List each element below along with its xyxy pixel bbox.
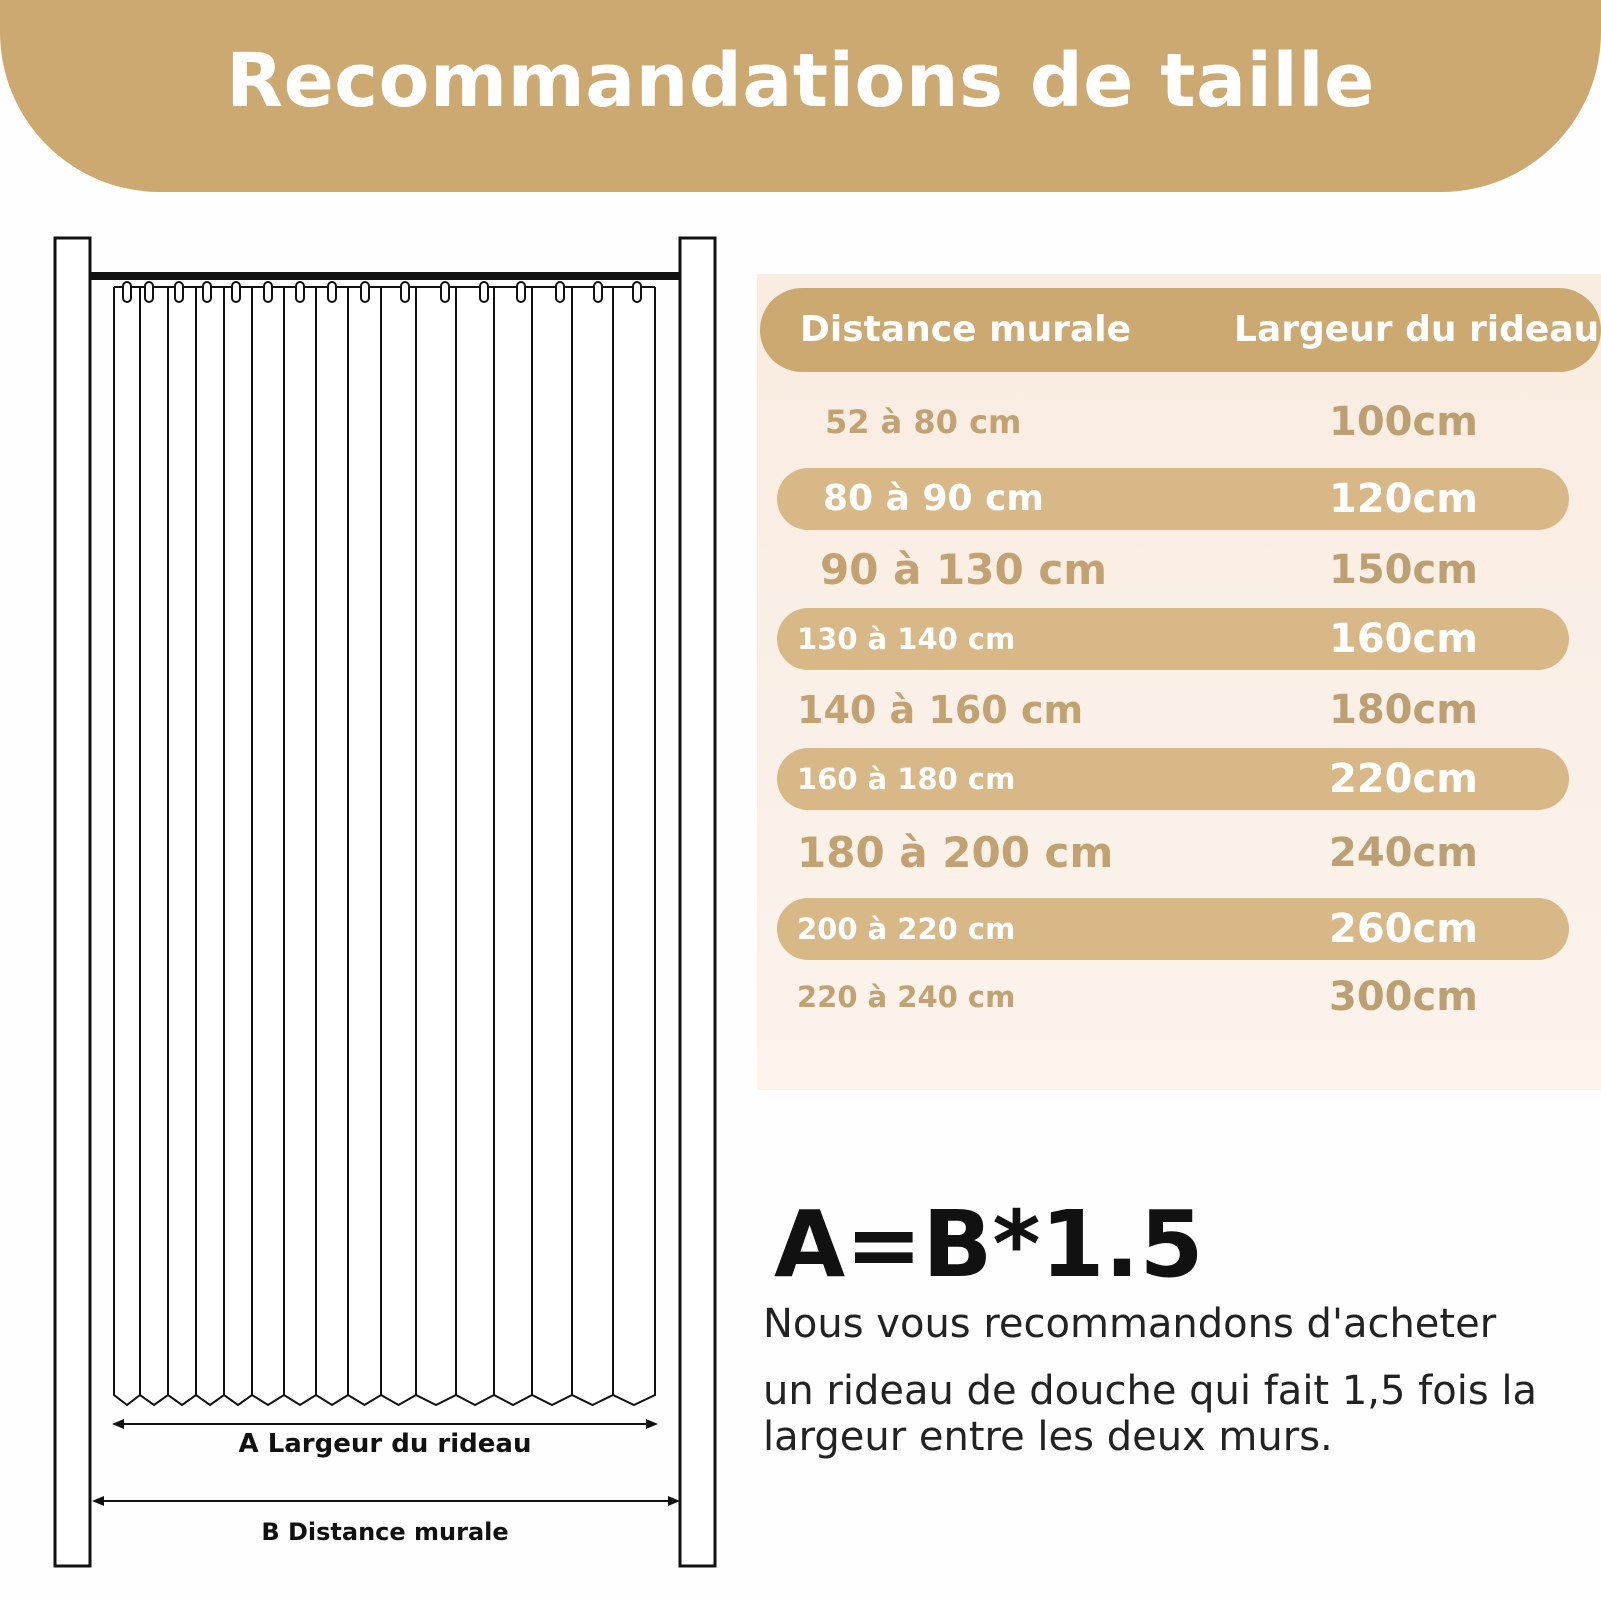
curtain-ring: [517, 282, 525, 302]
curtain-ring: [594, 282, 602, 302]
curtain-ring: [328, 282, 336, 302]
right-wall: [680, 238, 715, 1566]
width-cell: 180cm: [1329, 687, 1478, 733]
table-row: [777, 966, 1569, 1028]
curtain-ring: [633, 282, 641, 302]
distance-cell: 52 à 80 cm: [825, 403, 1022, 441]
description-line-1: Nous vous recommandons d'acheter: [763, 1301, 1497, 1347]
column-header-distance: Distance murale: [800, 309, 1132, 350]
curtain-ring: [361, 282, 369, 302]
curtain-ring: [203, 282, 211, 302]
description-line-2: un rideau de douche qui fait 1,5 fois la: [763, 1368, 1538, 1414]
table-header: [760, 288, 1601, 372]
width-cell: 150cm: [1329, 547, 1478, 593]
curtain-illustration: [114, 282, 655, 1405]
distance-cell: 140 à 160 cm: [797, 688, 1084, 732]
curtain-rod: [90, 272, 680, 280]
formula: A=B*1.5: [774, 1191, 1204, 1298]
curtain-ring: [401, 282, 409, 302]
width-cell: 160cm: [1329, 616, 1478, 662]
curtain-ring: [441, 282, 449, 302]
curtain-ring: [145, 282, 153, 302]
size-table: [757, 274, 1601, 1090]
table-row: [777, 898, 1569, 960]
width-cell: 240cm: [1329, 830, 1478, 876]
distance-cell: 160 à 180 cm: [797, 762, 1016, 796]
curtain-ring: [480, 282, 488, 302]
curtain-ring: [123, 282, 131, 302]
table-row: [777, 608, 1569, 670]
label-b: B Distance murale: [261, 1518, 509, 1546]
description-line-3: largeur entre les deux murs.: [763, 1414, 1333, 1460]
label-a: A Largeur du rideau: [238, 1429, 532, 1459]
width-cell: 260cm: [1329, 906, 1478, 952]
table-row: [777, 679, 1569, 741]
curtain-ring: [232, 282, 240, 302]
table-row: [777, 822, 1569, 884]
arrow-a: [112, 1419, 658, 1429]
distance-cell: 90 à 130 cm: [820, 545, 1107, 594]
curtain-ring: [556, 282, 564, 302]
distance-cell: 200 à 220 cm: [797, 912, 1016, 946]
width-cell: 100cm: [1329, 399, 1478, 445]
width-cell: 220cm: [1329, 756, 1478, 802]
width-cell: 300cm: [1329, 974, 1478, 1020]
table-row: [777, 391, 1569, 453]
distance-cell: 180 à 200 cm: [797, 828, 1114, 877]
width-cell: 120cm: [1329, 476, 1478, 522]
curtain-ring: [296, 282, 304, 302]
page-title: Recommandations de taille: [226, 38, 1375, 124]
distance-cell: 220 à 240 cm: [797, 980, 1016, 1014]
curtain-ring: [175, 282, 183, 302]
curtain-ring: [264, 282, 272, 302]
table-row: [777, 539, 1569, 601]
table-row: [777, 748, 1569, 810]
table-row: [777, 468, 1569, 530]
distance-cell: 130 à 140 cm: [797, 622, 1016, 656]
left-wall: [55, 238, 90, 1566]
column-header-width: Largeur du rideau: [1234, 309, 1600, 350]
curtain-diagram: [0, 0, 740, 1601]
arrow-b: [92, 1496, 680, 1506]
distance-cell: 80 à 90 cm: [823, 478, 1044, 519]
